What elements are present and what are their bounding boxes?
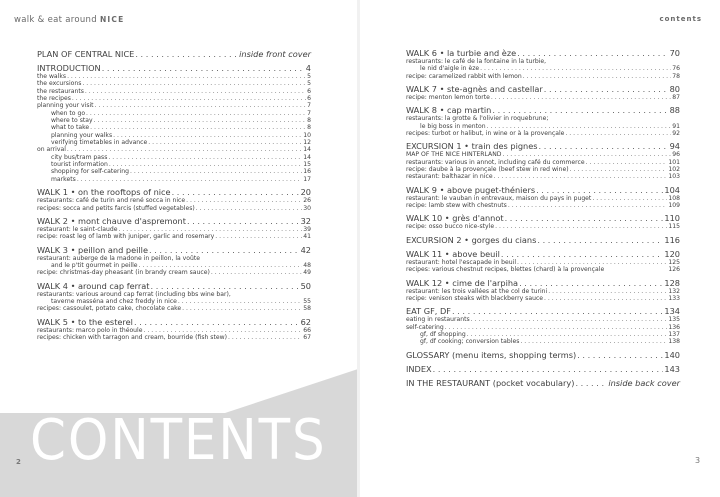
- toc-entry-text: where to stay: [51, 117, 93, 125]
- toc-entry[interactable]: [406, 73, 680, 80]
- toc-entry[interactable]: [406, 202, 680, 209]
- toc-entry[interactable]: [37, 73, 311, 80]
- toc-entry-text: EAT GF, DF: [406, 306, 452, 317]
- toc-entry-text: MAP OF THE NICE HINTERLAND: [406, 151, 502, 159]
- toc-entry[interactable]: [406, 331, 680, 338]
- contents-title: CONTENTS: [30, 408, 327, 473]
- toc-page-number: 6: [307, 87, 311, 95]
- toc-entry[interactable]: [37, 262, 311, 269]
- toc-page-number: 132: [668, 287, 680, 295]
- toc-page-number: 116: [664, 234, 680, 245]
- toc-page-number: 109: [668, 202, 680, 210]
- toc-entry-text: recipe: osso bucco nice-style: [406, 223, 495, 231]
- toc-page-number: 4: [305, 63, 311, 73]
- toc-entry[interactable]: [406, 316, 680, 323]
- toc-page-number: 17: [303, 175, 311, 183]
- toc-page-number: 133: [668, 294, 680, 302]
- dot-leader: [539, 141, 669, 151]
- dot-leader: [118, 226, 302, 233]
- toc-entry[interactable]: [37, 110, 311, 117]
- toc-section-heading[interactable]: [406, 141, 680, 151]
- dot-leader: [520, 338, 667, 345]
- toc-entry-text: WALK 6 • la turbie and èze: [406, 48, 517, 58]
- toc-page-number: 30: [303, 204, 311, 212]
- toc-page-number: 70: [669, 48, 680, 58]
- toc-entry-text: le nid d'aigle in èze: [420, 65, 480, 73]
- toc-entry-text: recipes: cassoulet, potato cake, chocolate cake: [37, 305, 182, 313]
- dot-leader: [182, 305, 302, 312]
- toc-section-heading[interactable]: [406, 350, 680, 360]
- toc-entry[interactable]: [37, 161, 311, 168]
- toc-page-number: 50: [300, 280, 311, 291]
- toc-entry-text: restaurants: la grotte & l'olivier in roquebrune;: [406, 115, 549, 123]
- dot-leader: [67, 146, 302, 153]
- toc-entry[interactable]: [37, 298, 311, 305]
- toc-entry-text: city bus/tram pass: [51, 153, 108, 161]
- toc-entry-text: EXCURSION 2 • gorges du cians: [406, 234, 537, 245]
- dot-leader: [523, 73, 671, 80]
- toc-page-number: 62: [300, 316, 311, 327]
- dot-leader: [211, 269, 302, 276]
- toc-page-number: 137: [668, 330, 680, 338]
- toc-entry-text: PLAN OF CENTRAL NICE: [37, 49, 135, 59]
- toc-page-number: 8: [307, 124, 311, 132]
- toc-page-number: 143: [664, 363, 680, 374]
- dot-leader: [196, 205, 302, 212]
- toc-page-number: 5: [307, 73, 311, 80]
- toc-entry-text: WALK 7 • ste-agnès and castellar: [406, 84, 543, 95]
- toc-entry-text: self-catering: [406, 323, 444, 331]
- toc-entry-text: INTRODUCTION: [37, 63, 101, 73]
- running-head-prefix: walk & eat around: [14, 15, 100, 25]
- toc-entry-text: gf, df shopping: [420, 330, 466, 338]
- toc-entry-text: EXCURSION 1 • train des pignes: [406, 141, 538, 152]
- dot-leader: [86, 110, 306, 117]
- toc-section-heading[interactable]: [37, 245, 311, 255]
- dot-leader: [445, 324, 668, 331]
- dot-leader: [433, 364, 664, 374]
- toc-entry-text: IN THE RESTAURANT (pocket vocabulary): [406, 377, 575, 388]
- toc-entry-text: markets: [51, 175, 76, 183]
- toc-entry[interactable]: [37, 146, 311, 153]
- dot-leader: [536, 185, 663, 195]
- toc-page-number: 7: [307, 102, 311, 110]
- toc-section-heading[interactable]: [406, 105, 680, 115]
- dot-leader: [72, 95, 306, 102]
- toc-entry[interactable]: [406, 288, 680, 295]
- toc-page-number: 15: [303, 161, 311, 169]
- toc-page-number: 135: [668, 316, 680, 324]
- toc-entry-text: WALK 1 • on the rooftops of nice: [37, 187, 171, 198]
- toc-entry-text: restaurants: marco polo in théoule: [37, 326, 143, 334]
- dot-leader: [487, 123, 672, 130]
- dot-leader: [501, 249, 663, 259]
- dot-leader: [82, 80, 306, 87]
- dot-leader: [150, 281, 299, 291]
- toc-page-number: 5: [307, 80, 311, 88]
- toc-section-heading[interactable]: [37, 317, 311, 327]
- toc-entry-text: gf, df cooking; conversion tables: [420, 338, 520, 346]
- toc-page-number: inside front cover: [239, 49, 311, 59]
- toc-page-number: 10: [303, 131, 311, 139]
- toc-right: [406, 48, 680, 388]
- toc-entry-text: restaurants: various around cap ferrat (including bbs wine bar),: [37, 290, 231, 298]
- toc-page-number: 26: [303, 197, 311, 205]
- toc-entry-text: restaurant: auberge de la madone in peillon, la voûte: [37, 254, 201, 262]
- running-head-left: [14, 15, 124, 25]
- toc-entry[interactable]: [37, 102, 311, 109]
- dot-leader: [134, 317, 300, 327]
- toc-entry-text: the recipes: [37, 95, 71, 103]
- toc-entry[interactable]: [37, 197, 311, 204]
- dot-leader: [215, 233, 302, 240]
- toc-entry[interactable]: [37, 80, 311, 87]
- dot-leader: [592, 195, 667, 202]
- toc-entry-text: taverne masséna and chez freddy in nice: [51, 297, 177, 305]
- toc-entry-text: recipes: chicken with tarragon and cream, bourride (fish stew): [37, 333, 227, 341]
- toc-page-number: 125: [668, 258, 680, 266]
- dot-leader: [113, 132, 302, 139]
- toc-section-heading[interactable]: [406, 278, 680, 288]
- toc-section-heading[interactable]: [37, 49, 311, 59]
- dot-leader: [85, 88, 306, 95]
- dot-leader: [492, 105, 668, 115]
- toc-section-heading[interactable]: [406, 306, 680, 316]
- toc-entry[interactable]: [406, 223, 680, 230]
- dot-leader: [508, 202, 668, 209]
- dot-leader: [519, 278, 663, 288]
- dot-leader: [187, 216, 300, 226]
- toc-page-number: 103: [668, 173, 680, 181]
- running-head-right: contents: [659, 15, 702, 23]
- right-page: [360, 0, 720, 497]
- toc-entry[interactable]: [37, 255, 311, 262]
- toc-entry-text: restaurant: balthazar in nice: [406, 173, 493, 181]
- toc-entry[interactable]: [37, 176, 311, 183]
- toc-page-number: 39: [303, 225, 311, 233]
- toc-entry[interactable]: [406, 173, 680, 180]
- dot-leader: [494, 173, 668, 180]
- toc-page-number: 91: [672, 122, 680, 130]
- toc-page-number: 120: [664, 248, 680, 259]
- toc-page-number: 104: [664, 184, 680, 195]
- toc-entry-text: restaurants: various in annot, including café du commerce: [406, 158, 585, 166]
- dot-leader: [77, 176, 302, 183]
- toc-page-number: 58: [303, 305, 311, 313]
- toc-page-number: 134: [664, 306, 680, 317]
- dot-leader: [577, 350, 663, 360]
- dot-leader: [102, 63, 305, 73]
- toc-entry-text: WALK 11 • above beuil: [406, 248, 500, 259]
- toc-page-number: 6: [307, 95, 311, 103]
- dot-leader: [130, 168, 302, 175]
- toc-entry-text: WALK 4 • around cap ferrat: [37, 280, 150, 291]
- dot-leader: [178, 298, 302, 305]
- toc-page-number: 140: [664, 349, 680, 360]
- dot-leader: [517, 48, 668, 58]
- page-number-right: 3: [695, 456, 701, 465]
- toc-entry[interactable]: [406, 123, 680, 130]
- toc-section-heading[interactable]: [406, 213, 680, 223]
- toc-section-heading[interactable]: [406, 235, 680, 245]
- dot-leader: [109, 161, 302, 168]
- dot-leader: [480, 65, 671, 72]
- dot-leader: [228, 334, 302, 341]
- toc-page-number: 87: [672, 94, 680, 102]
- toc-entry[interactable]: [37, 269, 311, 276]
- toc-page-number: 49: [303, 269, 311, 277]
- toc-section-heading[interactable]: [37, 63, 311, 73]
- dot-leader: [143, 327, 302, 334]
- toc-entry[interactable]: [37, 132, 311, 139]
- toc-page-number: 102: [668, 166, 680, 174]
- toc-entry-text: on arrival: [37, 146, 66, 154]
- toc-entry-text: the walks: [37, 73, 67, 80]
- toc-page-number: 42: [300, 244, 311, 255]
- toc-entry-text: restaurant: hotel l'escapade in beuil: [406, 258, 517, 266]
- toc-entry[interactable]: [37, 226, 311, 233]
- dot-leader: [94, 117, 306, 124]
- toc-entry-text: eating in restaurants: [406, 316, 470, 324]
- dot-leader: [149, 245, 300, 255]
- toc-entry[interactable]: [37, 88, 311, 95]
- dot-leader: [575, 378, 607, 388]
- toc-entry-text: WALK 9 • above puget-théniers: [406, 184, 536, 195]
- toc-entry-text: planning your visit: [37, 102, 94, 110]
- toc-entry[interactable]: [37, 205, 311, 212]
- toc-entry-text: INDEX: [406, 363, 432, 374]
- dot-leader: [565, 130, 671, 137]
- toc-page-number: 20: [300, 187, 311, 198]
- toc-entry[interactable]: [406, 65, 680, 72]
- dot-leader: [135, 49, 238, 59]
- toc-page-number: 101: [668, 158, 680, 166]
- toc-entry-text: restaurant: les trois vallées at the col de turini: [406, 287, 548, 295]
- toc-page-number: 136: [668, 323, 680, 331]
- dot-leader: [495, 223, 667, 230]
- page-number-left: 2: [16, 458, 21, 466]
- dot-leader: [148, 139, 302, 146]
- toc-section-heading[interactable]: [37, 281, 311, 291]
- dot-leader: [502, 151, 671, 158]
- toc-entry[interactable]: [406, 115, 680, 122]
- toc-page-number: 14: [303, 146, 311, 154]
- dot-leader: [108, 154, 302, 161]
- toc-page-number: 115: [668, 223, 680, 231]
- toc-entry-text: tourist information: [51, 161, 108, 169]
- toc-entry-text: recipes: various chestnut recipes, blettes (chard) à la provençale: [406, 266, 605, 274]
- toc-entry-text: WALK 2 • mont chauve d'aspremont: [37, 215, 186, 226]
- toc-section-heading[interactable]: [406, 48, 680, 58]
- toc-page-number: 55: [303, 297, 311, 305]
- toc-entry[interactable]: [406, 151, 680, 158]
- dot-leader: [537, 235, 663, 245]
- toc-section-heading[interactable]: [406, 364, 680, 374]
- dot-leader: [90, 124, 306, 131]
- toc-left: [37, 49, 311, 341]
- toc-entry[interactable]: [37, 139, 311, 146]
- toc-page-number: inside back cover: [608, 377, 680, 388]
- dot-leader: [491, 94, 671, 101]
- toc-page-number: 108: [668, 194, 680, 202]
- toc-page-number: 8: [307, 117, 311, 125]
- toc-section-heading[interactable]: [406, 84, 680, 94]
- toc-entry[interactable]: [406, 295, 680, 302]
- toc-page-number: 41: [303, 233, 311, 241]
- dot-leader: [505, 213, 664, 223]
- dot-leader: [67, 73, 306, 80]
- toc-entry[interactable]: [406, 195, 680, 202]
- toc-entry[interactable]: [37, 168, 311, 175]
- toc-entry[interactable]: [406, 159, 680, 166]
- toc-entry-text: the excursions: [37, 80, 82, 88]
- toc-entry-text: GLOSSARY (menu items, shopping terms): [406, 349, 577, 360]
- toc-entry[interactable]: [406, 130, 680, 137]
- toc-section-heading[interactable]: [406, 249, 680, 259]
- toc-page-number: 66: [303, 326, 311, 334]
- toc-entry[interactable]: [37, 291, 311, 298]
- toc-entry[interactable]: [37, 95, 311, 102]
- toc-entry-text: and le p'tit gourmet in peille: [51, 261, 138, 269]
- toc-page-number: 32: [300, 215, 311, 226]
- toc-entry[interactable]: [406, 338, 680, 345]
- dot-leader: [139, 262, 303, 269]
- toc-entry-text: restaurants: café de turin and rené socca in nice: [37, 197, 186, 205]
- toc-page-number: 67: [303, 333, 311, 341]
- toc-entry-text: WALK 3 • peillon and peille: [37, 244, 148, 255]
- toc-entry-text: recipe: caramelized rabbit with lemon: [406, 72, 522, 80]
- left-page: [0, 0, 358, 497]
- toc-entry-text: restaurants: le café de la fontaine in la turbie,: [406, 58, 547, 65]
- dot-leader: [452, 306, 663, 316]
- dot-leader: [467, 331, 668, 338]
- toc-entry-text: recipe: lamb stew with chestnuts: [406, 202, 507, 210]
- toc-entry-text: planning your walks: [51, 131, 113, 139]
- dot-leader: [544, 295, 667, 302]
- toc-section-heading[interactable]: [406, 185, 680, 195]
- toc-entry[interactable]: [37, 305, 311, 312]
- dot-leader: [471, 316, 668, 323]
- toc-entry-text: recipe: daube à la provençale (beef stew in red wine): [406, 166, 569, 174]
- toc-entry-text: le big boss in menton: [420, 122, 486, 130]
- toc-page-number: 78: [672, 72, 680, 80]
- toc-entry[interactable]: [406, 324, 680, 331]
- dot-leader: [95, 102, 307, 109]
- toc-section-heading[interactable]: [37, 216, 311, 226]
- toc-entry-text: verifying timetables in advance: [51, 139, 148, 147]
- toc-page-number: 96: [672, 151, 680, 159]
- toc-entry-text: restaurant: le vauban in entrevaux, maison du pays in puget: [406, 194, 592, 202]
- toc-page-number: 110: [664, 213, 680, 224]
- toc-entry[interactable]: [406, 166, 680, 173]
- toc-entry-text: recipes: socca and petits farcis (stuffed vegetables): [37, 204, 195, 212]
- toc-entry[interactable]: [37, 117, 311, 124]
- toc-entry-text: recipes: turbot or halibut, in wine or à la provençale: [406, 130, 565, 138]
- toc-entry-text: recipe: venison steaks with blackberry sauce: [406, 294, 544, 302]
- toc-entry[interactable]: [406, 94, 680, 101]
- toc-page-number: 126: [668, 266, 680, 274]
- toc-page-number: 7: [307, 109, 311, 117]
- toc-page-number: 128: [664, 277, 680, 288]
- toc-page-number: 48: [303, 261, 311, 269]
- toc-section-heading[interactable]: [406, 378, 680, 388]
- toc-entry-text: WALK 8 • cap martin: [406, 105, 492, 116]
- running-head-strong: NICE: [99, 15, 125, 24]
- toc-page-number: 138: [668, 338, 680, 346]
- toc-page-number: 76: [672, 65, 680, 73]
- toc-entry[interactable]: [37, 327, 311, 334]
- toc-page-number: 88: [669, 105, 680, 116]
- toc-page-number: 12: [303, 139, 311, 147]
- dot-leader: [586, 159, 668, 166]
- toc-entry[interactable]: [37, 124, 311, 131]
- toc-entry-text: recipe: roast leg of lamb with juniper, garlic and rosemary: [37, 233, 215, 241]
- toc-entry-text: recipe: christmas-day pheasant (in brandy cream sauce): [37, 269, 210, 277]
- toc-entry-text: recipe: menton lemon torte: [406, 94, 490, 102]
- toc-page-number: 94: [669, 141, 680, 152]
- toc-page-number: 14: [303, 153, 311, 161]
- toc-page-number: 92: [672, 130, 680, 138]
- toc-entry-text: the restaurants: [37, 87, 84, 95]
- toc-entry-text: WALK 12 • cime de l'arpiha: [406, 277, 519, 288]
- toc-page-number: 80: [669, 84, 680, 95]
- toc-entry-text: what to take: [51, 124, 90, 132]
- toc-entry-text: WALK 5 • to the esterel: [37, 316, 133, 327]
- dot-leader: [544, 84, 669, 94]
- toc-entry-text: when to go: [51, 109, 86, 117]
- toc-entry[interactable]: [37, 233, 311, 240]
- toc-entry-text: shopping for self-catering: [51, 168, 129, 176]
- toc-entry[interactable]: [37, 334, 311, 341]
- toc-entry-text: WALK 10 • grès d'annot: [406, 213, 504, 224]
- dot-leader: [186, 197, 302, 204]
- toc-entry[interactable]: [406, 266, 680, 273]
- toc-entry-text: restaurant: le saint-claude: [37, 225, 118, 233]
- dot-leader: [172, 187, 300, 197]
- dot-leader: [570, 166, 668, 173]
- toc-section-heading[interactable]: [37, 187, 311, 197]
- dot-leader: [548, 288, 667, 295]
- toc-entry[interactable]: [37, 154, 311, 161]
- toc-page-number: 16: [303, 168, 311, 176]
